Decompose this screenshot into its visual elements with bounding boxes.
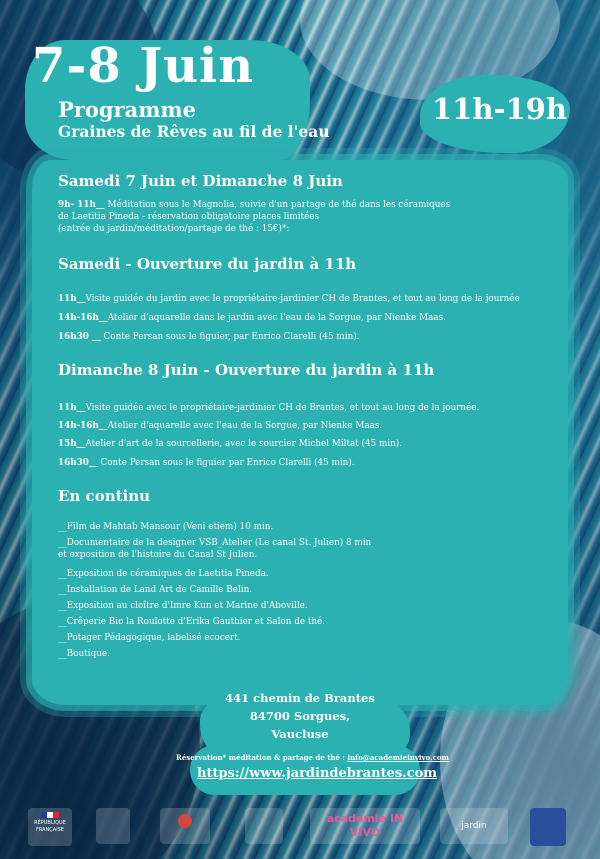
academie-logo: académie IN VIVO [310,808,420,844]
jardin-logo: jardin [440,808,508,844]
circle-icon [178,814,192,828]
reservation-info [176,752,449,764]
section-title: Dimanche 8 Juin - Ouverture du jardin à 11h [58,361,435,379]
partner-logo [96,808,130,844]
item-text: Méditation sous le Magnolia, suivie d'un partage de thé dans les céramiques [104,200,451,210]
programme-title: Programme [58,97,197,122]
list-item: et exposition de l'histoire du Canal St Julien. [58,550,258,560]
section-title: Samedi 7 Juin et Dimanche 8 Juin [58,172,343,190]
opening-hours: 11h-19h [432,92,567,126]
item-time: 15h__ [58,439,86,449]
list-item [58,224,289,236]
item-time: 14h-16h__ [58,421,108,431]
list-item [58,458,355,470]
item-text: (entrée du jardin/méditation/partage de thé : 15€)*: [58,224,290,234]
list-item [58,421,382,433]
list-item: __Exposition au cloître d'Imre Kun et Marine d'Aboville. [58,601,308,611]
partner-logo [160,808,210,844]
republique-logo [28,808,72,846]
item-time: 14h-16h__ [58,313,108,323]
partner-logo [245,808,283,844]
email-link[interactable]: info@academieinvivo.com [347,753,449,762]
list-item [58,200,450,212]
list-item: __Boutique. [58,649,110,659]
item-text: Visite guidée avec le propriétaire-jardinier CH de Brantes, et tout au long de la journée. [85,403,480,413]
list-item: __Exposition de céramiques de Laetitia Pineda. [58,569,269,579]
list-item [58,294,520,306]
address-line: 441 chemin de Brantes [225,691,375,705]
address-line: 84700 Sorgues, [249,709,351,723]
item-time: 11h__ [58,294,86,304]
section-title: En continu [58,487,151,505]
item-time: 11h__ [58,403,86,413]
list-item: __Potager Pédagogique, labelisé ecocert. [58,633,241,643]
list-item: __Crêperie Bio la Roulotte d'Erika Gauthier et Salon de thé. [58,617,326,627]
item-text: de Laetitia Pineda - réservation obligatoire places limitées [58,212,320,222]
item-time: 16h30__ [58,458,98,468]
list-item [58,332,359,344]
item-text: Atelier d'art de la sourcellerie, avec le sourcier Michel Miltat (45 min). [85,439,403,449]
item-text: Atelier d'aquarelle dans le jardin avec l'eau de la Sorgue, par Nienke Maas. [107,313,446,323]
flag-icon [41,812,59,818]
item-time: 16h30 __ [58,332,101,342]
list-item [58,403,479,415]
item-text: Conte Persan sous le figuier par Enrico Clarelli (45 min). [97,458,355,468]
list-item: __Documentaire de la designer VSB_Atelier (Le canal St. Julien) 8 min [58,538,372,548]
item-text: Visite guidée du jardin avec le propriétaire-jardinier CH de Brantes, et tout au long de la journée [85,294,520,304]
reservation-label: Réservation* méditation & partage de thé : [176,753,348,762]
list-item [58,313,446,325]
list-item [58,439,402,451]
event-date: 7-8 Juin [32,38,255,94]
address-line: Vaucluse [271,727,329,741]
item-text: Atelier d'aquarelle avec l'eau de la Sorgue, par Nienke Maas. [107,421,383,431]
crest-icon [530,808,566,846]
event-subtitle: Graines de Rêves au fil de l'eau [58,122,330,141]
section-title: Samedi - Ouverture du jardin à 11h [58,255,357,273]
list-item: __Film de Mahtab Mansour (Veni etiem) 10 min. [58,522,274,532]
website-link[interactable]: https://www.jardindebrantes.com [197,766,438,781]
partner-logos [0,800,600,859]
item-text: Conte Persan sous le figuier, par Enrico Clarelli (45 min). [100,332,360,342]
list-item [58,212,319,224]
item-time: 9h- 11h__ [58,200,105,210]
list-item: __Installation de Land Art de Camille Belin. [58,585,253,595]
logo-text: RÉPUBLIQUE FRANÇAISE [34,820,66,833]
